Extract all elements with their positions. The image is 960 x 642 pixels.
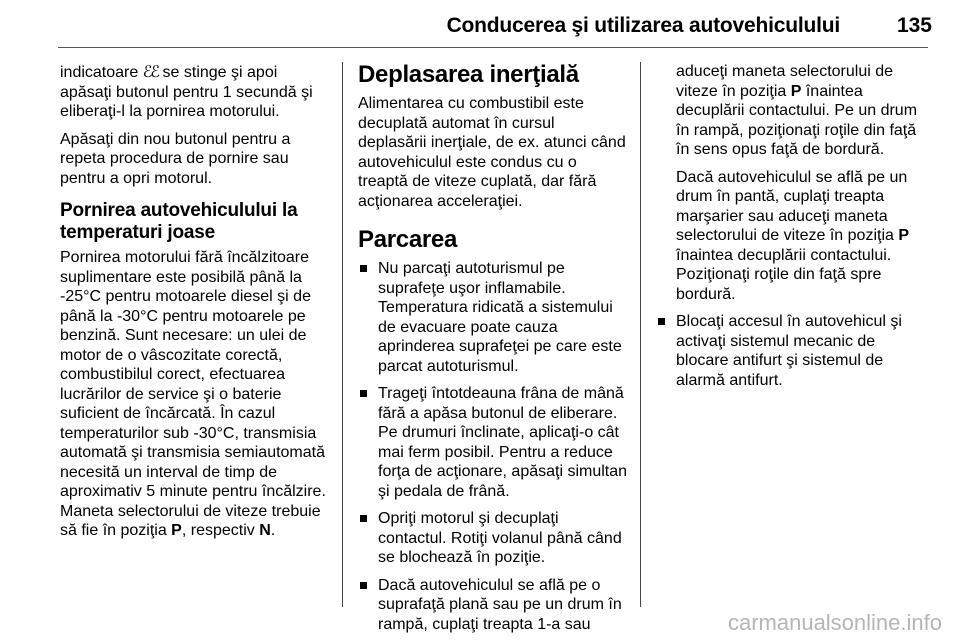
text-line: pentru a opri motorul. [60, 169, 213, 187]
text-line: treaptă de viteze cuplată, dar fără [358, 173, 597, 190]
column-divider-2 [640, 62, 641, 607]
column-divider-1 [342, 62, 343, 607]
text-line: să fie în poziţia P, respectiv N. [60, 522, 276, 539]
running-header-title: Conducerea şi utilizarea autovehiculului [446, 14, 840, 37]
text-line: automată şi transmisia semiautomată [60, 444, 325, 461]
section-heading-cold-start: Pornirea autovehiculului la temperaturi joase [60, 200, 298, 243]
text-line: suficient de încărcată. În cazul [60, 405, 276, 422]
text-line: Maneta selectorului de viteze trebuie [60, 502, 321, 520]
text-line: repeta procedura de pornire sau [60, 150, 289, 167]
text-line: -25°C pentru motoarele diesel şi de [60, 288, 311, 305]
text-line: suplimentare este posibilă până la [60, 268, 302, 286]
column-2 [358, 62, 626, 642]
bullet-item: Nu parcaţi autoturismul pe suprafeţe uşor inflamabile. Temperatura ridicată a sistemului de evacuare poate cauza aprinderea suprafeţei pe care este parcat autoturismul. [358, 259, 626, 376]
watermark: carmanualsonline.info [727, 610, 942, 635]
text-line: Pornirea motorului fără încălzitoare [60, 249, 310, 266]
bullet-item: Opriţi motorul şi decuplaţi contactul. Rotiţi volanul până când se blochează în poziţie. [358, 509, 626, 568]
column-3 [656, 62, 932, 398]
text-line: acţionarea acceleraţiei. [358, 192, 523, 210]
text-line: necesită un interval de timp de [60, 463, 278, 481]
header-divider [58, 47, 928, 48]
text-line: indicatoare ℰℰ se stinge şi apoi [60, 62, 278, 81]
bullet-continuation: aduceţi maneta selectorului de viteze în poziţia P înaintea decuplării contactului. Pe un drum în rampă, poziţionaţi roţile din faţă în sens opus faţă de bordură. [676, 63, 918, 158]
text-line: deplasării inerţiale, de ex. atunci când [358, 134, 626, 151]
column-1 [60, 62, 330, 549]
text-line: temperaturilor sub -30°C, transmisia [60, 424, 317, 442]
preheat-coil-icon: ℰℰ [142, 62, 159, 81]
paragraph-preheat-indicator [60, 62, 330, 122]
paragraph-cold-start [60, 248, 330, 541]
bullet-sub-paragraph: Dacă autovehiculul se află pe un drum în pantă, cuplaţi treapta marşarier sau aduceţi maneta selectorului de viteze în poziţia P înaintea decuplării contactului. Poziţionaţi roţile din faţă spre bordură. [676, 168, 910, 303]
page-number: 135 [896, 14, 932, 37]
section-heading-parking: Parcarea [358, 226, 458, 253]
text-line: benzină. Sunt necesare: un ulei de [60, 327, 307, 344]
text-line: apăsaţi butonul pentru 1 secundă şi [60, 83, 313, 101]
text-line: combustibilul corect, efectuarea [60, 366, 285, 383]
text-line: decuplată automat în cursul [358, 114, 555, 132]
text-line: lucrărilor de service şi o baterie [60, 385, 282, 403]
text-line: eliberaţi-l la pornirea motorului. [60, 103, 280, 120]
bullet-item: Dacă autovehiculul se află pe o suprafaţă plană sau pe un drum în rampă, cuplaţi treapta 1-a sau [358, 576, 626, 635]
bullet-item: Trageţi întotdeauna frâna de mână fără a apăsa butonul de eliberare. Pe drumuri înclinate, aplicaţi-o cât mai ferm posibil. Pentru a reduce forţa de acţionare, apăsaţi simultan şi pedala de frână. [358, 384, 626, 501]
section-heading-coasting: Deplasarea inerţială [358, 61, 579, 88]
text-line: Apăsaţi din nou butonul pentru a [60, 130, 291, 148]
text-line: Alimentarea cu combustibil este [358, 95, 584, 112]
text-line: autovehiculul este condus cu o [358, 153, 577, 171]
text-line: motor de o vâscozitate corectă, [60, 346, 283, 364]
paragraph-repeat-start [60, 130, 330, 189]
bullet-item: Blocaţi accesul în autovehicul şi activaţi sistemul mecanic de blocare antifurt şi sistemul de alarmă antifurt. [656, 312, 932, 390]
paragraph-coasting [358, 94, 626, 211]
text-line: până la -30°C pentru motoarele pe [60, 307, 306, 325]
text-line: aproximativ 5 minute pentru încălzire. [60, 483, 326, 500]
